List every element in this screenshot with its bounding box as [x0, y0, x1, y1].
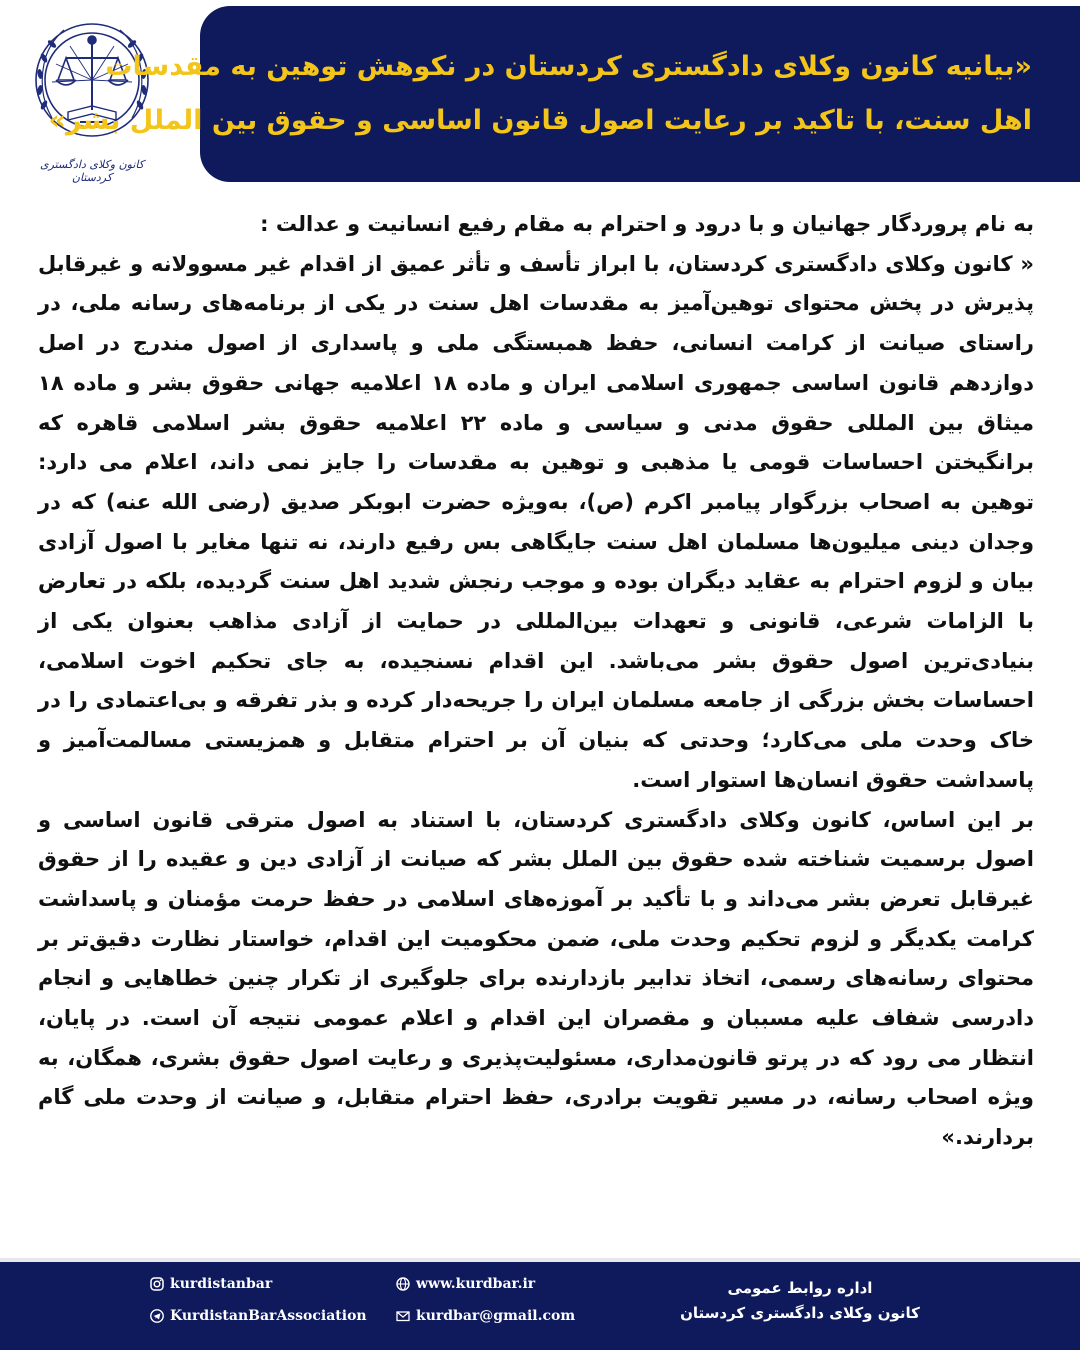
instagram-link[interactable]: [150, 1276, 272, 1292]
globe-icon: [396, 1277, 410, 1291]
telegram-icon: [150, 1309, 164, 1323]
title-banner: [48, 6, 1080, 182]
statement-body: [38, 205, 1034, 1158]
department-line-1: اداره روابط عمومی: [727, 1279, 873, 1297]
footer: [0, 1262, 1080, 1350]
paragraph-2: بر این اساس، کانون وکلای دادگستری کردستان، با استناد به اصول مترقی قانون اساسی و اصول برسمیت شناخته شده حقوق بین الملل بشر که صیانت از آزادی دین و عقیده را از حقوق غیرقابل تعرض بشر می‌داند و با تأکید بر آموزه‌های اسلامی در حفظ حرمت مؤمنان و پاسداشت کرامت یکدیگر و لزوم تحکیم وحدت ملی، ضمن محکومیت این اقدام، خواستار نظارت دقیق‌تر بر محتوای رسانه‌های رسمی، اتخاذ تدابیر بازدارنده برای جلوگیری از تکرار چنین خطاهایی و انجام دادرسی شفاف علیه مسببان و مقصران این اقدام و اعلام عمومی نتیجه آن است. در پایان، انتظار می رود که در پرتو قانون‌مداری، مسئولیت‌پذیری و رعایت اصول حقوق بشری، همگان، به ویژه اصحاب رسانه، در مسیر تقویت برادری، حفظ احترام متقابل، و صیانت از وحدت ملی گام بردارند.»: [38, 807, 1034, 1150]
email-address: kurdbar@gmail.com: [416, 1308, 576, 1324]
envelope-icon: [396, 1309, 410, 1323]
greeting-line: به نام پروردگار جهانیان و با درود و احترام به مقام رفیع انسانیت و عدالت :: [260, 212, 1034, 236]
instagram-handle: kurdistanbar: [170, 1276, 273, 1292]
department-line-2: کانون وکلای دادگستری کردستان: [680, 1304, 920, 1322]
telegram-handle: KurdistanBarAssociation: [170, 1308, 367, 1324]
website-url: www.kurdbar.ir: [416, 1276, 536, 1292]
public-relations-label: [660, 1276, 940, 1326]
instagram-icon: [150, 1277, 164, 1291]
title-line-2: اهل سنت، با تاکید بر رعایت اصول قانون اساسی و حقوق بین الملل بشر»: [48, 105, 1032, 136]
paragraph-1: « کانون وکلای دادگستری کردستان، با ابراز تأسف و تأثر عمیق از اقدام غیر مسوولانه و غیرقابل پذیرش در پخش محتوای توهین‌آمیز به مقدسات اهل سنت در یکی از برنامه‌های رسانه ملی، در راستای صیانت از کرامت انسانی، حفظ همبستگی ملی و پاسداری از اصول مندرج در اصل دوازدهم قانون اساسی جمهوری اسلامی ایران و ماده ۱۸ اعلامیه جهانی حقوق بشر و ماده ۱۸ میثاق بین المللی حقوق مدنی و سیاسی و ماده ۲۲ اعلامیه حقوق بشر اسلامی قاهره که برانگیختن احساسات قومی یا مذهبی و توهین به مقدسات را جایز نمی داند، اعلام می دارد: توهین به اصحاب بزرگوار پیامبر اکرم (ص)، به‌ویژه حضرت ابوبکر صدیق (رضی الله عنه) که در وجدان دینی میلیون‌ها مسلمان اهل سنت جایگاهی بس رفیع دارند، نه تنها مغایر با اصول آزادی بیان و لزوم احترام به عقاید دیگران بوده و موجب رنجش شدید اهل سنت گردیده، بلکه در تعارض با الزامات شرعی، قانونی و تعهدات بین‌المللی در حمایت از آزادی مذاهب بعنوان یکی از بنیادی‌ترین اصول حقوق بشر می‌باشد. این اقدام نسنجیده، به جای تحکیم اخوت اسلامی، احساسات بخش بزرگی از جامعه مسلمان ایران را جریحه‌دار کرده و بذر تفرقه و بی‌اعتمادی را در خاک وحدت ملی می‌کارد؛ وحدتی که بنیان آن بر احترام متقابل و همزیستی مسالمت‌آمیز و پاسداشت حقوق انسان‌ها استوار است.: [38, 251, 1034, 792]
title-line-1: «بیانیه کانون وکلای دادگستری کردستان در نکوهش توهین به مقدسات: [105, 51, 1032, 82]
email-link[interactable]: [396, 1308, 575, 1324]
logo-caption: کانون وکلای دادگستری کردستان: [39, 158, 145, 184]
telegram-link[interactable]: [150, 1308, 367, 1324]
website-link[interactable]: [396, 1276, 535, 1292]
